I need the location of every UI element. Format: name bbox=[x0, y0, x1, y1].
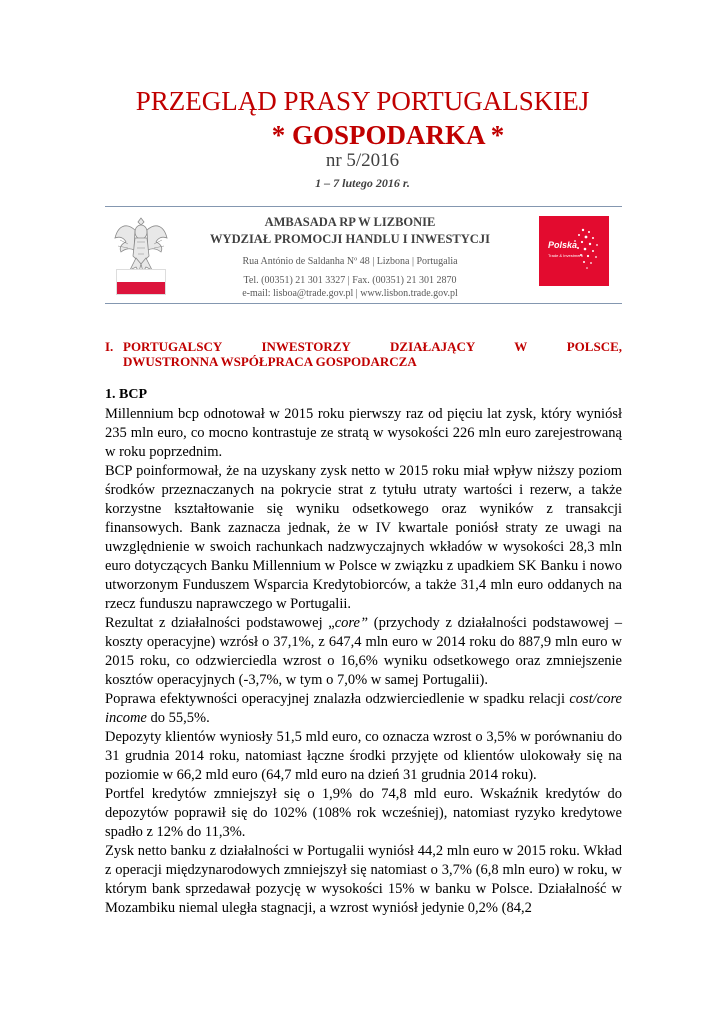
paragraph-2: BCP poinformował, że na uzyskany zysk netto w 2015 roku miał wpływ niższy poziom środków przeznaczanych na pokrycie strat z tytułu utraty wartości i rezerw, a także korzystne kształtowanie się wyniku odsetkowego oraz wyników z transakcji finansowych. Bank zaznacza jednak, że w IV kwartale poniósł straty ze uwagi na uwzględnienie w swoich rachunkach nadzwyczajnych wkładów w wysokości 28,3 mln euro dotyczących Banku Millennium w Polsce w związku z upadkiem SK Banku i nowo utworzonym Funduszem Wsparcia Kredytobiorców, a także 31,4 mln euro oddanych na rzecz funduszu naprawczego w Portugalii. bbox=[105, 463, 622, 612]
logo-text: Polska bbox=[548, 240, 578, 250]
paragraph-3 bbox=[105, 614, 622, 690]
date-range: 1 – 7 lutego 2016 r. bbox=[315, 176, 410, 190]
department-name: WYDZIAŁ PROMOCJI HANDLU I INWESTYCJI bbox=[210, 232, 490, 246]
embassy-email-web: e-mail: lisboa@trade.gov.pl | www.lisbon.trade.gov.pl bbox=[242, 288, 458, 299]
section-number: I. bbox=[105, 339, 114, 354]
paragraph-4 bbox=[105, 690, 622, 728]
paragraph-3-text-a: Rezultat z działalności podstawowej „ bbox=[105, 615, 335, 631]
paragraph-1: Millennium bcp odnotował w 2015 roku pierwszy raz od pięciu lat zysk, który wyniósł 235 mln euro, co mocno kontrastuje ze stratą w wysokości 226 mln euro zarejestrowaną w roku poprzednim. bbox=[105, 406, 622, 460]
paragraph-4-text-a: Poprawa efektywności operacyjnej znalazła odzwierciedlenie w spadku relacji bbox=[105, 691, 570, 707]
polish-flag-icon bbox=[116, 269, 166, 295]
paragraph-6: Portfel kredytów zmniejszył się o 1,9% do 74,8 mld euro. Wskaźnik kredytów do depozytów poprawił się do 102% (108% rok wcześniej), natomiast ryzyko kredytowe spadło z 12% do 11,3%. bbox=[105, 786, 622, 840]
embassy-name: AMBASADA RP W LIZBONIE bbox=[264, 215, 436, 229]
eagle-emblem-icon bbox=[112, 212, 170, 274]
paragraph-4-text-b: do 55,5%. bbox=[146, 710, 210, 726]
polska-trade-logo bbox=[539, 216, 609, 286]
core-term: core” bbox=[334, 615, 369, 631]
paragraph-3-text-b: (przychody z działalności podstawowej – koszty operacyjne) wzrósł o 37,1%, z 647,4 mln euro w 2014 roku do 887,9 mln euro w 2015 roku, co odzwierciedla wzrost o 16,6% wyniku odsetkowego oraz zmniejszenie kosztów operacyjnych (-3,7%, w tym o 7,0% w samej Portugalii). bbox=[105, 615, 623, 688]
issue-number: nr 5/2016 bbox=[325, 150, 400, 171]
article-body bbox=[105, 405, 622, 918]
section-title-line2: DWUSTRONNA WSPÓŁPRACA GOSPODARCZA bbox=[123, 354, 417, 369]
paragraph-7: Zysk netto banku z działalności w Portugalii wyniósł 44,2 mln euro w 2015 roku. Wkład z operacji międzynarodowych zmniejszył się natomiast o 3,7% (6,8 mln euro) w roku, w którym bank sprzedawał pozycję w wysokości 15% w banku w Polsce. Działalność w Mozambiku niemal uległa stagnacji, a wzrost wyniósł jedynie 0,2% (84,2 bbox=[105, 843, 622, 916]
section-title-line1: PORTUGALSCY INWESTORZY DZIAŁAJĄCY W POLSCE, bbox=[123, 339, 622, 354]
document-title: PRZEGLĄD PRASY PORTUGALSKIEJ bbox=[135, 86, 590, 116]
embassy-address: Rua António de Saldanha Nº 48 | Lizbona | Portugalia bbox=[242, 256, 458, 267]
cost-core-income-term: cost/core income bbox=[105, 691, 622, 726]
paragraph-5: Depozyty klientów wyniosły 51,5 mld euro, co oznacza wzrost o 3,5% w porównaniu do 31 grudnia 2014 roku, natomiast łączne środki przyjęte od klientów ulokowały się na poziomie w 66,2 mld euro (64,7 mld euro na dzień 31 grudnia 2014 roku). bbox=[105, 729, 622, 783]
letterhead-bottom-rule bbox=[105, 303, 622, 304]
letterhead-top-rule bbox=[105, 206, 622, 207]
logo-subtext: Trade & Investment bbox=[548, 253, 583, 258]
document-subtitle: * GOSPODARKA * bbox=[271, 120, 505, 150]
embassy-phone-fax: Tel. (00351) 21 301 3327 | Fax. (00351) 21 301 2870 bbox=[243, 275, 457, 286]
article-heading: 1. BCP bbox=[105, 387, 147, 402]
